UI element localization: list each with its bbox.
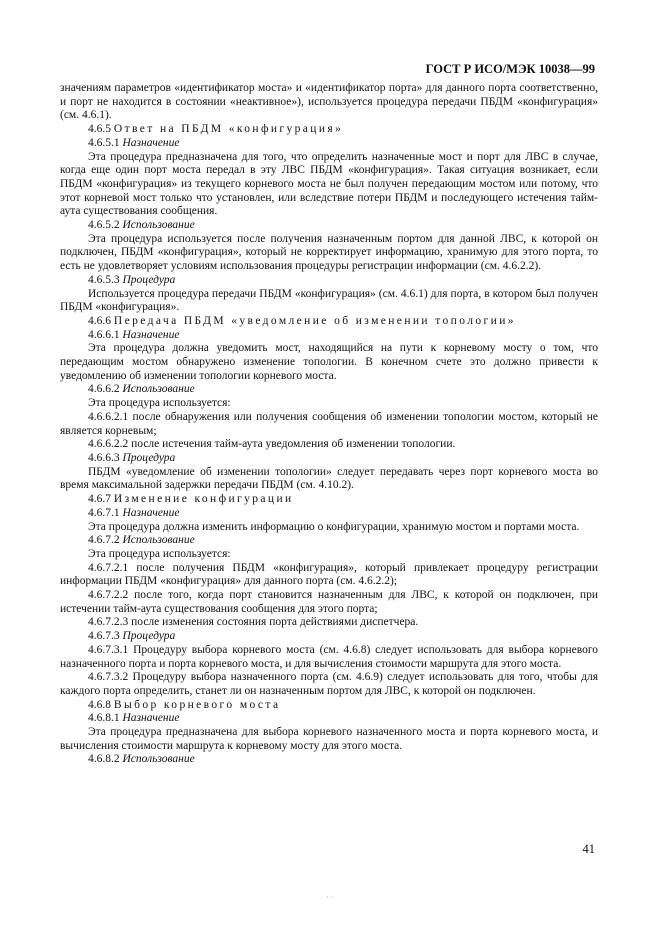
section-title: Использование xyxy=(122,219,195,232)
section-number: 4.6.5.1 xyxy=(88,136,120,149)
section-heading xyxy=(60,753,598,767)
paragraph: ПБДМ «уведомление об изменении топологии» следует передавать через порт корневого моста во время максимальной задержки передачи ПБДМ (см. 4.10.2). xyxy=(60,465,598,492)
section-number: 4.6.7.1 xyxy=(88,506,120,519)
section-number: 4.6.7 xyxy=(88,493,111,506)
paragraph: 4.6.7.2.1 после получения ПБДМ «конфигурация», который привлекает процедуру регистрации информации ПБДМ «конфигурация» для данного порта (см. 4.6.2.2); xyxy=(60,561,598,588)
section-title: Использование xyxy=(122,383,195,396)
section-heading xyxy=(60,712,598,726)
document-header: ГОСТ Р ИСО/МЭК 10038—99 xyxy=(425,62,595,76)
section-title: Передача ПБДМ «уведомление об изменении топологии» xyxy=(113,314,516,327)
section-number: 4.6.6.1 xyxy=(88,328,120,341)
section-number: 4.6.8 xyxy=(88,698,111,711)
scan-mark: · · xyxy=(326,893,334,902)
section-title: Использование xyxy=(122,534,195,547)
section-heading xyxy=(60,630,598,644)
section-heading xyxy=(60,315,598,329)
section-number: 4.6.6.2 xyxy=(88,383,120,396)
section-heading xyxy=(60,274,598,288)
section-number: 4.6.5.2 xyxy=(88,219,120,232)
section-heading xyxy=(60,123,598,137)
section-title: Ответ на ПБДМ «конфигурация» xyxy=(113,123,344,136)
section-title: Использование xyxy=(122,753,195,766)
section-number: 4.6.7.3 xyxy=(88,630,120,643)
section-heading xyxy=(60,452,598,466)
paragraph: 4.6.6.2.2 после истечения тайм-аута уведомления об изменении топологии. xyxy=(88,438,456,451)
section-title: Процедура xyxy=(122,273,176,286)
paragraph: Эта процедура должна изменить информацию о конфигурации, хранимую мостом и портами моста. xyxy=(88,520,580,533)
section-heading xyxy=(60,329,598,343)
section-number: 4.6.8.1 xyxy=(88,712,120,725)
section-heading xyxy=(60,137,598,151)
section-heading xyxy=(60,534,598,548)
paragraph: Эта процедура используется после получения назначенным портом для данной ЛВС, к которой он подключен, ПБДМ «конфигурация», который не корректирует информацию, хранимую для этого порта, то есть не удовлетворяет условиям использования процедуры регистрации информации (см. 4.6.2.2). xyxy=(60,232,598,273)
paragraph: Эта процедура предназначена для того, что определить назначенные мост и порт для ЛВС в случае, когда еще один порт моста передал в эту ЛВС ПБДМ «конфигурация». Такая ситуация возникает, если ПБДМ «конфигурация» из текущего корневого моста не был получен передающим мостом или потому, что этот корневой мост только что установлен, или вследствие потери ПБДМ и последующего истечения тайм-аута существования сообщения. xyxy=(60,150,598,218)
paragraph: 4.6.7.2.2 после того, когда порт становится назначенным для ЛВС, к которой он подключен, при истечении тайм-аута существования сообщения для этого порта; xyxy=(60,589,598,615)
section-heading xyxy=(60,493,598,507)
section-heading xyxy=(60,219,598,233)
section-number: 4.6.6 xyxy=(88,314,111,327)
section-heading xyxy=(60,383,598,397)
section-title: Назначение xyxy=(122,328,180,341)
section-heading xyxy=(60,507,598,521)
paragraph: Используется процедура передачи ПБДМ «конфигурация» (см. 4.6.1) для порта, в котором был получен ПБДМ «конфигурация». xyxy=(60,287,598,314)
paragraph: 4.6.7.2.3 после изменения состояния порта действиями диспетчера. xyxy=(88,616,419,629)
page-number: 41 xyxy=(582,842,595,856)
section-title: Назначение xyxy=(122,712,180,725)
section-number: 4.6.5 xyxy=(88,123,111,136)
section-title: Изменение конфигурации xyxy=(113,493,294,506)
paragraph: Эта процедура должна уведомить мост, находящийся на пути к корневому мосту о том, что передающим мостом обнаружено изменение топологии. В конечном счете это должно привести к уведомлению об изменении топологии корневого моста. xyxy=(60,342,598,382)
paragraph: 4.6.7.3.2 Процедуру выбора назначенного порта (см. 4.6.9) следует использовать для того, чтобы для каждого порта определить, станет ли он назначенным портом для ЛВС, к которой он подключен. xyxy=(60,671,598,697)
section-heading xyxy=(60,699,598,713)
paragraph: Эта процедура используется: xyxy=(88,397,231,410)
section-title: Выбор корневого моста xyxy=(113,698,281,711)
section-title: Процедура xyxy=(122,451,176,464)
paragraph: Эта процедура предназначена для выбора корневого назначенного моста и порта корневого моста, и вычисления стоимости маршрута к корневому мосту для этого моста. xyxy=(60,726,598,752)
section-title: Назначение xyxy=(122,136,180,149)
section-number: 4.6.8.2 xyxy=(88,753,120,766)
paragraph: Эта процедура используется: xyxy=(88,547,231,560)
section-title: Процедура xyxy=(122,630,176,643)
document-body xyxy=(60,82,598,767)
section-title: Назначение xyxy=(122,506,180,519)
section-number: 4.6.7.2 xyxy=(88,534,120,547)
paragraph: 4.6.7.3.1 Процедуру выбора корневого моста (см. 4.6.8) следует использовать для выбора корневого назначенного порта и порта корневого моста, и для вычисления стоимости маршрута для этого моста. xyxy=(60,643,598,670)
section-number: 4.6.6.3 xyxy=(88,451,120,464)
paragraph: 4.6.6.2.1 после обнаружения или получения сообщения об изменении топологии мостом, который не является корневым; xyxy=(60,410,598,437)
section-number: 4.6.5.3 xyxy=(88,273,120,286)
paragraph: значениям параметров «идентификатор моста» и «идентификатор порта» для данного порта соответственно, и порт не находится в состоянии «неактивное»), используется процедура передачи ПБДМ «конфигурация» (см. 4.6.1). xyxy=(60,82,598,122)
